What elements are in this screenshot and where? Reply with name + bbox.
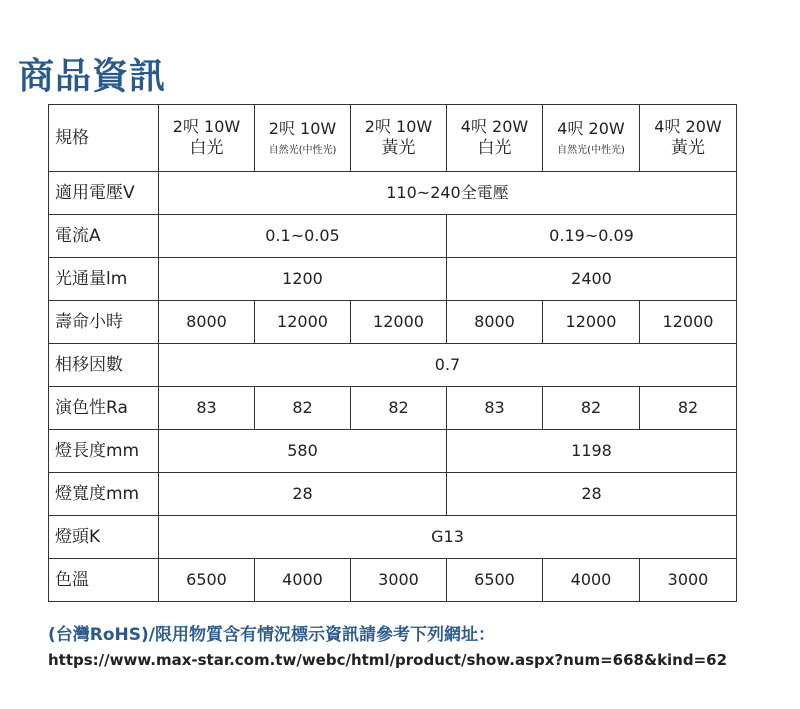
color-temp-value: 3000 [351,559,447,602]
cri-value: 82 [351,387,447,430]
life-value: 8000 [159,301,255,344]
life-value: 8000 [447,301,543,344]
current-value-4ft: 0.19~0.09 [447,215,737,258]
length-value-2ft: 580 [159,430,447,473]
voltage-value: 110~240全電壓 [159,172,737,215]
row-label-lumen: 光通量lm [49,258,159,301]
rohs-info-link[interactable]: https://www.max-star.com.tw/webc/html/product/show.aspx?num=668&kind=62 [48,651,728,669]
model-size-label: 4呎 20W [654,117,722,137]
cri-row [49,387,737,430]
cri-value: 83 [159,387,255,430]
color-temp-value: 6500 [159,559,255,602]
length-value-4ft: 1198 [447,430,737,473]
life-row [49,301,737,344]
lumen-value-4ft: 2400 [447,258,737,301]
row-label-width: 燈寬度mm [49,473,159,516]
width-row [49,473,737,516]
model-header-cell [159,105,255,172]
model-size-label: 2呎 10W [268,119,337,139]
length-row [49,430,737,473]
base-value: G13 [159,516,737,559]
model-header-cell [543,105,640,172]
lumen-value-2ft: 1200 [159,258,447,301]
current-value-2ft: 0.1~0.05 [159,215,447,258]
model-size-label: 2呎 10W [364,117,433,137]
row-label-voltage: 適用電壓V [49,172,159,215]
color-temp-value: 6500 [447,559,543,602]
row-label-current: 電流A [49,215,159,258]
model-header-cell [640,105,737,172]
life-value: 12000 [543,301,640,344]
cri-value: 83 [447,387,543,430]
model-color-label: 黃光 [671,138,705,159]
color-temp-value: 4000 [255,559,351,602]
model-color-label: 白光 [189,138,224,159]
row-label-spec: 規格 [49,105,159,172]
width-value-2ft: 28 [159,473,447,516]
model-header-cell [351,105,447,172]
model-size-label: 4呎 20W [557,119,625,139]
voltage-row [49,172,737,215]
lumen-row [49,258,737,301]
row-label-color-temp: 色溫 [49,559,159,602]
row-label-power-factor: 相移因數 [49,344,159,387]
cri-value: 82 [543,387,640,430]
model-color-label: 自然光(中性光) [557,144,625,156]
model-header-cell [447,105,543,172]
row-label-life: 壽命小時 [49,301,159,344]
current-row [49,215,737,258]
row-label-cri: 演色性Ra [49,387,159,430]
width-value-4ft: 28 [447,473,737,516]
model-color-label: 黃光 [381,138,416,159]
spec-table [48,104,737,602]
color-temp-row [49,559,737,602]
life-value: 12000 [255,301,351,344]
color-temp-value: 3000 [640,559,737,602]
spec-header-row [49,105,737,172]
model-size-label: 4呎 20W [460,117,529,137]
life-value: 12000 [640,301,737,344]
color-temp-value: 4000 [543,559,640,602]
model-color-label: 自然光(中性光) [268,144,337,156]
page-title: 商品資訊 [18,56,167,97]
model-size-label: 2呎 10W [172,117,241,137]
row-label-base: 燈頭K [49,516,159,559]
model-color-label: 白光 [477,138,512,159]
power-factor-row [49,344,737,387]
cri-value: 82 [640,387,737,430]
rohs-note: (台灣RoHS)/限用物質含有情況標示資訊請參考下列網址： [48,625,495,645]
base-row [49,516,737,559]
model-header-cell [255,105,351,172]
power-factor-value: 0.7 [159,344,737,387]
row-label-length: 燈長度mm [49,430,159,473]
life-value: 12000 [351,301,447,344]
cri-value: 82 [255,387,351,430]
